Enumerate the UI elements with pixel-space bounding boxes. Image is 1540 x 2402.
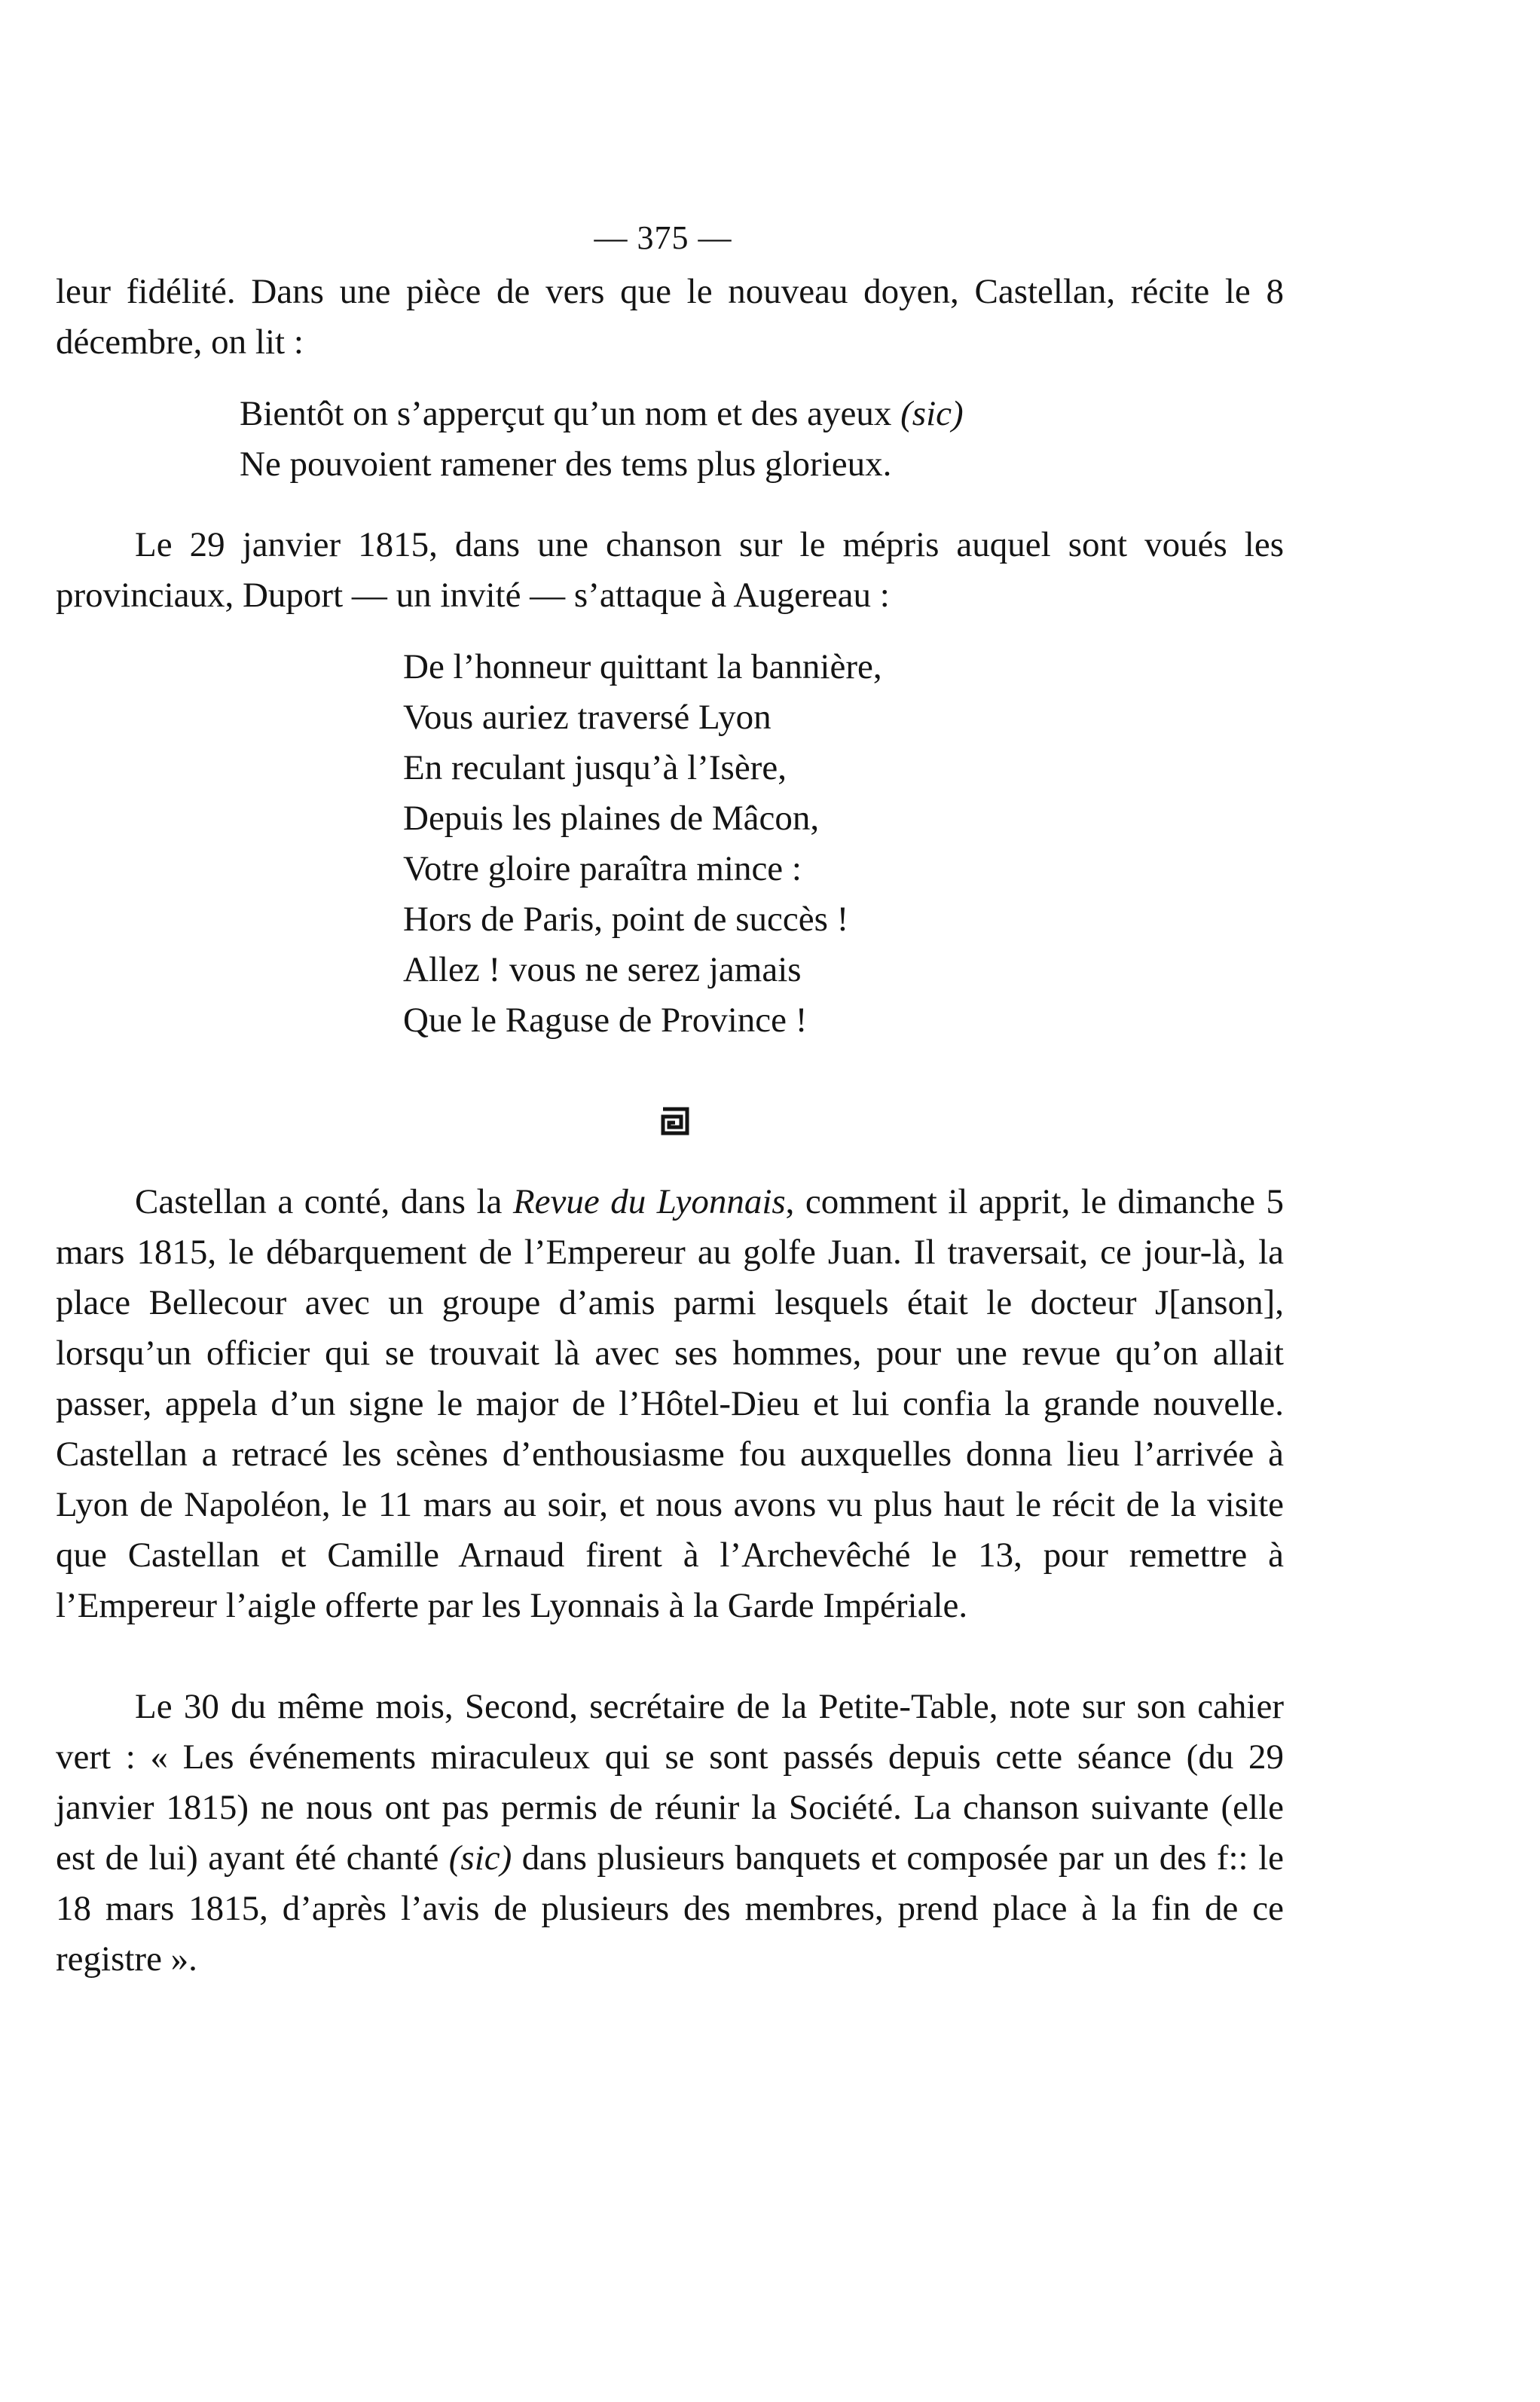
chanson-line: Hors de Paris, point de succès ! xyxy=(403,900,849,939)
chanson-line: De l’honneur quittant la bannière, xyxy=(403,647,882,686)
chanson-line: Votre gloire paraîtra mince : xyxy=(403,849,802,888)
chanson-line: Vous auriez traversé Lyon xyxy=(403,698,772,737)
castellan-text-part: Castellan a conté, dans la xyxy=(135,1182,513,1221)
verse-line: Ne pouvoient ramener des tems plus glorieux. xyxy=(240,445,892,484)
journal-title: Revue du Lyonnais xyxy=(512,1182,786,1221)
intro-text: leur fidélité. Dans une pièce de vers que le nouveau doyen, Castellan, récite le 8 décembre, on lit : xyxy=(56,272,1284,362)
meander-ornament-icon xyxy=(660,1106,690,1136)
page-number: — 375 — xyxy=(594,219,732,256)
sic-note: (sic) xyxy=(900,394,964,433)
castellan-text xyxy=(56,1177,1284,1631)
castellan-text-part: , comment il apprit, le dimanche 5 mars 1815, le débarquement de l’Empereur au golfe Juan. Il traversait, ce jour-là, la place Bellecour avec un groupe d’amis parmi lesquels était le docteur J[anson], lorsqu’un officier qui se trouvait là avec ses hommes, pour une revue qu’on allait passer, appela d’un signe le major de l’Hôtel-Dieu et lui confia la grande nouvelle. Castellan a retracé les scènes d’enthousiasme fou auxquelles donna lieu l’arrivée à Lyon de Napoléon, le 11 mars au soir, et nous avons vu plus haut le récit de la visite que Castellan et Camille Arnaud firent à l’Archevêché le 13, pour remettre à l’Empereur l’aigle offerte par les Lyonnais à la Garde Impériale. xyxy=(56,1182,1284,1625)
verse-line xyxy=(240,389,964,439)
verse-line-text: Bientôt on s’apperçut qu’un nom et des ayeux xyxy=(240,394,892,433)
second-text-part: Le 30 du même mois, Second, secrétaire de la Petite-Table, note sur son cahier vert : « Les événements miraculeux qui se sont passés depuis cette séance (du 29 janvier 1815) ne nous ont pas permis de réunir la Société. La chanson suivante (elle est de lui) ayant été chanté xyxy=(56,1687,1284,1878)
verse-quote-1 xyxy=(240,389,964,490)
chanson-verse xyxy=(403,642,882,1046)
second-text-part: dans plusieurs banquets et composée par un des f:: le 18 mars 1815, d’après l’avis de plusieurs des membres, prend place à la fin de ce registre ». xyxy=(56,1838,1284,1979)
chanson-line: Que le Raguse de Province ! xyxy=(403,1001,808,1040)
chanson-line: En reculant jusqu’à l’Isère, xyxy=(403,748,787,787)
second-paragraph xyxy=(56,1682,1284,1985)
duport-text: Le 29 janvier 1815, dans une chanson sur le mépris auquel sont voués les provinciaux, Duport — un invité — s’attaque à Augereau : xyxy=(56,525,1284,615)
chanson-line: Allez ! vous ne serez jamais xyxy=(403,950,802,989)
second-text xyxy=(56,1682,1284,1985)
castellan-paragraph xyxy=(56,1177,1284,1631)
duport-paragraph xyxy=(56,520,1284,621)
intro-paragraph xyxy=(56,267,1284,368)
sic-note: (sic) xyxy=(448,1838,512,1878)
chanson-line: Depuis les plaines de Mâcon, xyxy=(403,799,820,838)
